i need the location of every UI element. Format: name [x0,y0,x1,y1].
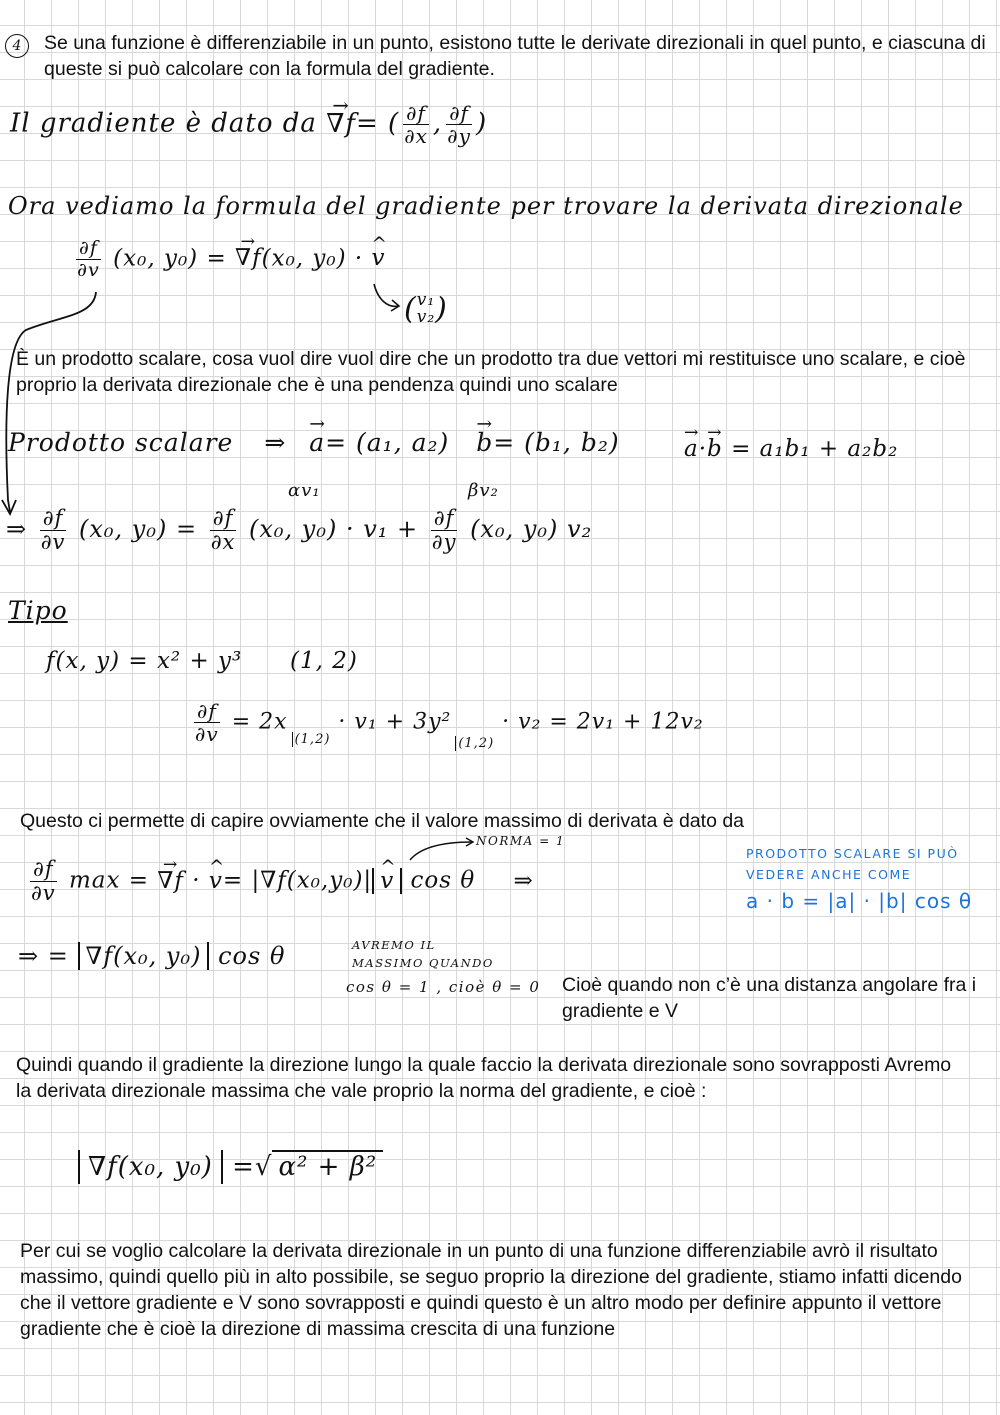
frac-den: ∂v [40,530,66,555]
example-function: f(x, y) = x² + y³ [46,648,243,674]
dir-deriv-rhs-point: (x₀, y₀) · [261,245,364,272]
cos-theta: cos θ [218,942,286,970]
dfdx-fraction [210,507,237,554]
vector-b-def: = (b₁, b₂) [493,428,620,457]
v2-component: v₂ [416,307,436,327]
max-condition: cos θ = 1 , cioè θ = 0 [346,978,541,996]
partial-x-fraction [403,102,429,147]
calc-part-b: · v₁ + 3y² [338,709,452,735]
nabla-f: → ∇f [326,109,356,139]
frac-num: ∂f [30,858,57,882]
frac-den: ∂x [210,530,236,555]
vector-a: → a [309,428,325,457]
eq-open: = ( [355,108,400,139]
norm-note-arrowhead [466,838,473,846]
dot: · [698,436,708,462]
gradient-definition [10,102,487,147]
calc-part-c: · v₂ = 2v₁ + 12v₂ [502,709,704,735]
implies-arrow: ⇒ [6,515,28,544]
dot: · [192,867,201,894]
angle-note: Cioè quando non c’è una distanza angolare fra i gradiente e V [562,974,977,1022]
frac-num: ∂f [431,507,458,531]
vector-a-def: = (a₁, a₂) [325,428,450,457]
implies-arrow: ⇒ [513,867,534,894]
dfdv-fraction [30,858,57,905]
norm-note: NORMA = 1 [476,834,566,848]
implies-arrow: ⇒ = [18,942,69,970]
frac-den: ∂v [195,722,219,746]
v-hat: ^ v [372,245,386,271]
example-calculation [190,700,704,751]
v-components: ( v₁ v₂ ) [404,290,448,327]
dfdv-fraction [194,700,220,745]
vector-a: → a [684,436,699,462]
radicand: α² + β² [272,1150,383,1182]
item-number: 4 [12,38,22,54]
curve-arrow-to-expansion [6,292,96,512]
sqrt-sign: √ [254,1152,273,1182]
max-note-2: MASSIMO QUANDO [352,956,494,970]
gradient-norm: = |∇f(x₀,y₀)| [222,867,373,894]
partial-y-fraction [446,102,472,147]
implies-arrow: ⇒ [264,428,287,457]
max-intro: Questo ci permette di capire ovviamente che il valore massimo di derivata è dato da [20,810,745,832]
frac-num: ∂f [403,102,429,125]
dfdy-fraction [431,507,458,554]
comma: , [432,108,443,139]
frac-den: ∂y [431,530,457,555]
scalar-product-label: Prodotto scalare [8,428,234,457]
v-hat: ^ v [380,868,394,894]
blue-note-formula: a · b = |a| · |b| cos θ [746,889,973,913]
gradient-norm: ∇f(x₀, y₀) [78,942,210,970]
eval-point-1: (1,2) [292,732,331,747]
scalar-product-line [8,428,620,457]
lhs-point: (x₀, y₀) = [79,515,198,544]
components-arrowhead [391,300,399,311]
formula-intro: Ora vediamo la formula del gradiente per trovare la derivata direzionale [8,192,964,220]
alpha-note: αv₁ [288,480,321,501]
norm-explanation: Quindi quando il gradiente la direzione lungo la quale faccio la derivata direzionale sono sovrapposti Avremo la derivata direzionale massima che vale proprio la norma del gradiente, e cioè : [16,1054,952,1102]
components-arrow [374,284,398,306]
frac-num: ∂f [76,238,101,260]
eval-point-2: (1,2) [455,736,494,751]
gradient-def-text: Il gradiente è dato da [10,108,317,139]
dot-product-formula [684,436,898,462]
item-number-badge [5,34,29,58]
blue-note-line2: VEDERE ANCHE COME [746,867,912,882]
norm-formula [78,1152,383,1182]
blue-note-line1: PRODOTTO SCALARE SI PUÒ [746,846,959,861]
nabla-f: → ∇f [235,245,262,271]
nabla-f: → ∇f [157,868,184,894]
frac-den: ∂v [77,258,100,281]
v-hat: ^ v [209,868,223,894]
gradient-norm: ∇f(x₀, y₀) [78,1150,223,1184]
max-formula [26,858,534,905]
vector-b: → b [707,436,723,462]
max-result-formula [18,942,285,970]
dir-deriv-point: (x₀, y₀) = [113,245,227,272]
scalar-note: È un prodotto scalare, cosa vuol dire vuol dire che un prodotto tra due vettori mi restituisce uno scalare, e cioè proprio la derivata direzionale che è una pendenza quindi uno scalare [16,348,966,396]
dot-product-rhs: = a₁b₁ + a₂b₂ [731,436,899,462]
conclusion: Per cui se voglio calcolare la derivata direzionale in un punto di una funzione differenziabile avrò il risultato massimo, quindi quello più in alto possibile, se seguo proprio la direzione del gradiente, stiamo infatti dicendo che il vettore gradiente e V sono sovrapposti e quindi questo è un altro modo per definire appunto il vettore gradiente che è cioè la direzione di massima crescita di una funzione [20,1240,962,1340]
intro-text: Se una funzione è differenziabile in un punto, esistono tutte le derivate direzionali in quel punto, e ciascuna di queste si può calcolare con la formula del gradiente. [44,32,986,80]
dfdv-fraction [76,238,101,281]
close-paren: ) [475,108,488,139]
frac-den: ∂x [404,124,428,148]
v-norm [372,868,402,894]
dfdv-fraction [40,507,67,554]
beta-note: βv₂ [468,480,499,501]
frac-num: ∂f [40,507,67,531]
term1-rest: (x₀, y₀) · v₁ + [249,515,419,544]
example-point: (1, 2) [290,648,358,674]
vector-b: → b [476,428,493,457]
equals: = [232,1152,255,1182]
expansion-formula [6,507,592,554]
max-label: max = [68,867,150,894]
term2-rest: (x₀, y₀) v₂ [470,515,593,544]
frac-den: ∂v [30,881,56,906]
directional-derivative-formula [72,238,386,281]
frac-num: ∂f [446,102,472,125]
example-label: Tipo [8,596,68,625]
cos-theta: cos θ [410,867,476,894]
v1-component: v₁ [416,290,436,310]
frac-num: ∂f [210,507,237,531]
frac-num: ∂f [194,700,220,723]
frac-den: ∂y [447,124,471,148]
calc-part-a: = 2x [231,709,288,735]
max-note-1: AVREMO IL [352,938,436,952]
